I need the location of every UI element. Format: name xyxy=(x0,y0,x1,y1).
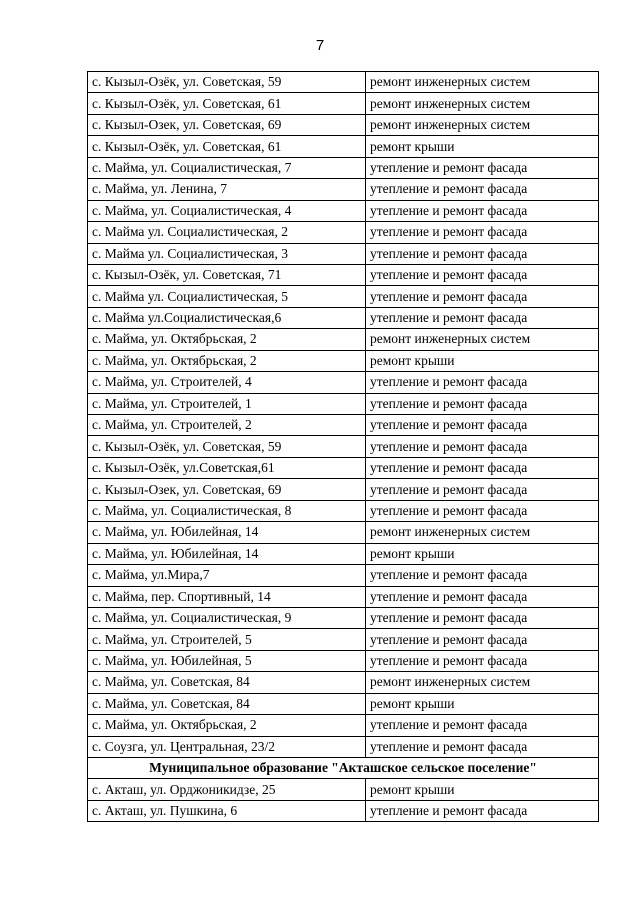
work-type-cell: утепление и ремонт фасада xyxy=(366,736,599,757)
work-type-cell: утепление и ремонт фасада xyxy=(366,307,599,328)
table-row xyxy=(88,136,599,157)
address-cell: с. Акташ, ул. Пушкина, 6 xyxy=(88,800,366,821)
work-type-cell: ремонт крыши xyxy=(366,693,599,714)
work-type-cell: ремонт инженерных систем xyxy=(366,672,599,693)
work-type-cell: утепление и ремонт фасада xyxy=(366,479,599,500)
address-cell: с. Майма, ул. Октябрьская, 2 xyxy=(88,329,366,350)
work-type-cell: утепление и ремонт фасада xyxy=(366,457,599,478)
table-row xyxy=(88,286,599,307)
table-row xyxy=(88,243,599,264)
address-cell: с. Майма, ул. Строителей, 5 xyxy=(88,629,366,650)
work-type-cell: утепление и ремонт фасада xyxy=(366,565,599,586)
work-type-cell: ремонт крыши xyxy=(366,779,599,800)
section-title: Муниципальное образование "Акташское сельское поселение" xyxy=(88,758,599,779)
work-type-cell: утепление и ремонт фасада xyxy=(366,157,599,178)
address-cell: с. Кызыл-Озёк, ул.Советская,61 xyxy=(88,457,366,478)
table-row xyxy=(88,500,599,521)
table-row xyxy=(88,479,599,500)
table-row xyxy=(88,436,599,457)
address-cell: с. Майма, ул. Социалистическая, 7 xyxy=(88,157,366,178)
address-cell: с. Майма, ул. Октябрьская, 2 xyxy=(88,715,366,736)
table-row xyxy=(88,715,599,736)
address-cell: с. Кызыл-Озёк, ул. Советская, 59 xyxy=(88,436,366,457)
table-row xyxy=(88,93,599,114)
table-row xyxy=(88,393,599,414)
work-type-cell: утепление и ремонт фасада xyxy=(366,179,599,200)
address-cell: с. Соузга, ул. Центральная, 23/2 xyxy=(88,736,366,757)
address-cell: с. Майма ул. Социалистическая, 5 xyxy=(88,286,366,307)
table-row xyxy=(88,415,599,436)
work-type-cell: утепление и ремонт фасада xyxy=(366,586,599,607)
work-type-cell: ремонт инженерных систем xyxy=(366,522,599,543)
work-type-cell: ремонт крыши xyxy=(366,350,599,371)
work-type-cell: ремонт крыши xyxy=(366,543,599,564)
section-heading-row xyxy=(88,758,599,779)
address-cell: с. Майма ул. Социалистическая, 3 xyxy=(88,243,366,264)
work-type-cell: утепление и ремонт фасада xyxy=(366,800,599,821)
work-type-cell: утепление и ремонт фасада xyxy=(366,415,599,436)
work-type-cell: утепление и ремонт фасада xyxy=(366,500,599,521)
address-cell: с. Майма, ул. Строителей, 2 xyxy=(88,415,366,436)
work-type-cell: утепление и ремонт фасада xyxy=(366,264,599,285)
work-type-cell: утепление и ремонт фасада xyxy=(366,243,599,264)
work-type-cell: ремонт инженерных систем xyxy=(366,329,599,350)
work-type-cell: утепление и ремонт фасада xyxy=(366,629,599,650)
address-cell: с. Майма, ул. Юбилейная, 14 xyxy=(88,522,366,543)
work-type-cell: утепление и ремонт фасада xyxy=(366,372,599,393)
work-type-cell: утепление и ремонт фасада xyxy=(366,200,599,221)
work-type-cell: ремонт инженерных систем xyxy=(366,114,599,135)
work-type-cell: утепление и ремонт фасада xyxy=(366,607,599,628)
address-cell: с. Майма ул. Социалистическая, 2 xyxy=(88,222,366,243)
table-row xyxy=(88,800,599,821)
table-row xyxy=(88,543,599,564)
work-type-cell: ремонт инженерных систем xyxy=(366,72,599,93)
address-cell: с. Майма, ул. Юбилейная, 5 xyxy=(88,650,366,671)
table-row xyxy=(88,350,599,371)
address-cell: с. Майма ул.Социалистическая,6 xyxy=(88,307,366,328)
work-type-cell: утепление и ремонт фасада xyxy=(366,715,599,736)
address-cell: с. Майма, ул. Строителей, 1 xyxy=(88,393,366,414)
works-table xyxy=(87,71,599,822)
table-row xyxy=(88,565,599,586)
address-cell: с. Кызыл-Озек, ул. Советская, 69 xyxy=(88,114,366,135)
table-row xyxy=(88,693,599,714)
table-row xyxy=(88,629,599,650)
work-type-cell: ремонт крыши xyxy=(366,136,599,157)
table-row xyxy=(88,522,599,543)
address-cell: с. Кызыл-Озёк, ул. Советская, 61 xyxy=(88,136,366,157)
table-row xyxy=(88,650,599,671)
table-row xyxy=(88,329,599,350)
table-row xyxy=(88,736,599,757)
address-cell: с. Майма, ул. Советская, 84 xyxy=(88,693,366,714)
address-cell: с. Майма, ул. Социалистическая, 8 xyxy=(88,500,366,521)
page-number: 7 xyxy=(315,37,325,54)
work-type-cell: ремонт инженерных систем xyxy=(366,93,599,114)
table-row xyxy=(88,114,599,135)
address-cell: с. Майма, ул.Мира,7 xyxy=(88,565,366,586)
address-cell: с. Майма, ул. Октябрьская, 2 xyxy=(88,350,366,371)
work-type-cell: утепление и ремонт фасада xyxy=(366,222,599,243)
works-table-body xyxy=(88,72,599,822)
work-type-cell: утепление и ремонт фасада xyxy=(366,436,599,457)
table-row xyxy=(88,200,599,221)
table-row xyxy=(88,264,599,285)
address-cell: с. Майма, ул. Социалистическая, 9 xyxy=(88,607,366,628)
table-row xyxy=(88,72,599,93)
address-cell: с. Майма, ул. Ленина, 7 xyxy=(88,179,366,200)
table-row xyxy=(88,607,599,628)
table-row xyxy=(88,372,599,393)
address-cell: с. Майма, ул. Социалистическая, 4 xyxy=(88,200,366,221)
address-cell: с. Кызыл-Озёк, ул. Советская, 61 xyxy=(88,93,366,114)
address-cell: с. Кызыл-Озек, ул. Советская, 69 xyxy=(88,479,366,500)
table-row xyxy=(88,672,599,693)
address-cell: с. Кызыл-Озёк, ул. Советская, 59 xyxy=(88,72,366,93)
address-cell: с. Майма, ул. Советская, 84 xyxy=(88,672,366,693)
work-type-cell: утепление и ремонт фасада xyxy=(366,650,599,671)
work-type-cell: утепление и ремонт фасада xyxy=(366,393,599,414)
address-cell: с. Майма, пер. Спортивный, 14 xyxy=(88,586,366,607)
address-cell: с. Кызыл-Озёк, ул. Советская, 71 xyxy=(88,264,366,285)
table-row xyxy=(88,222,599,243)
table-row xyxy=(88,586,599,607)
table-row xyxy=(88,307,599,328)
table-row xyxy=(88,779,599,800)
table-row xyxy=(88,457,599,478)
address-cell: с. Майма, ул. Юбилейная, 14 xyxy=(88,543,366,564)
address-cell: с. Майма, ул. Строителей, 4 xyxy=(88,372,366,393)
table-row xyxy=(88,157,599,178)
address-cell: с. Акташ, ул. Орджоникидзе, 25 xyxy=(88,779,366,800)
work-type-cell: утепление и ремонт фасада xyxy=(366,286,599,307)
table-row xyxy=(88,179,599,200)
